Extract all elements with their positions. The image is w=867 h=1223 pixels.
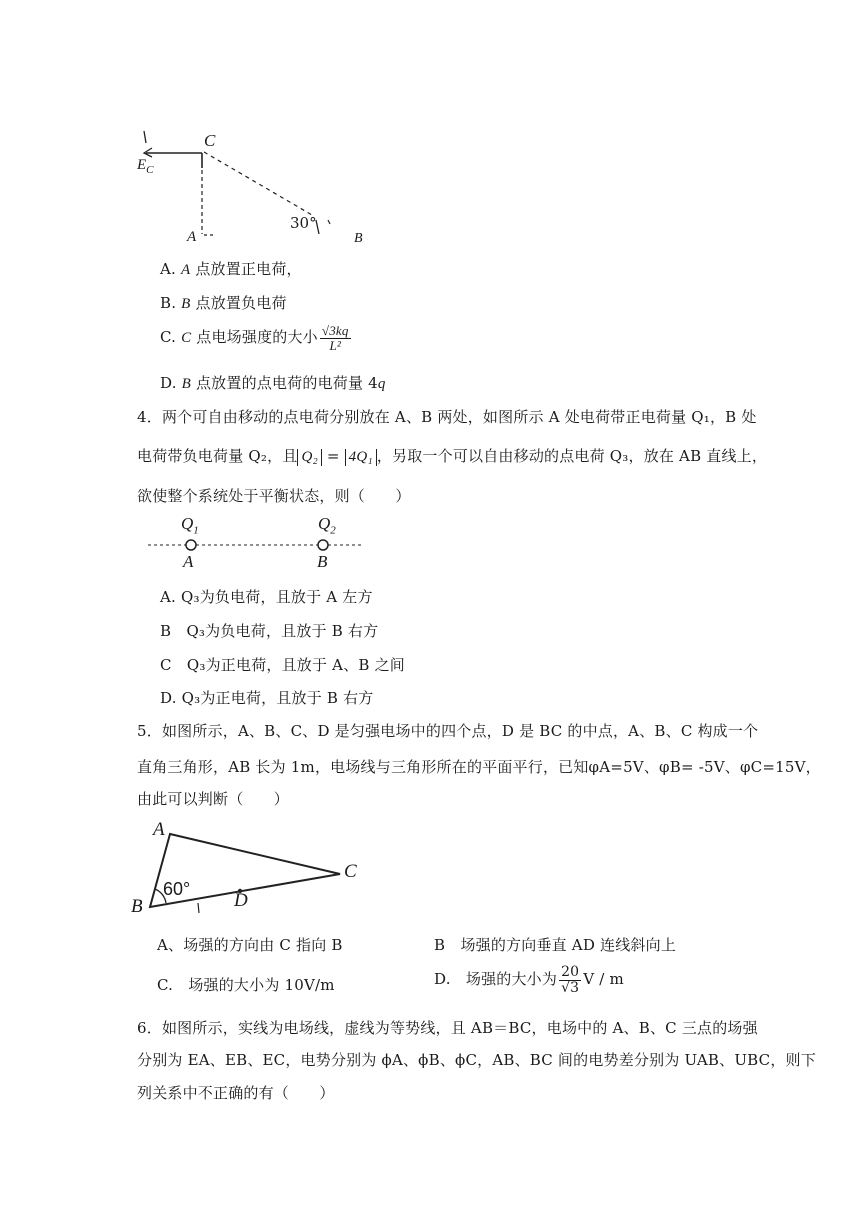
q3-option-b[interactable]: B. B 点放置负电荷 xyxy=(160,294,287,312)
q6-stem-line3: 列关系中不正确的有（ ） xyxy=(137,1084,335,1102)
q3-option-d[interactable]: D. B 点放置的点电荷的电荷量 4q xyxy=(160,374,386,392)
q5-stem-line3: 由此可以判断（ ） xyxy=(137,790,290,808)
q5-fig-d: D xyxy=(234,890,248,911)
q5-fig-a: A xyxy=(153,819,165,840)
fig3-angle-label: 30° xyxy=(290,214,317,232)
q4-stem-line2: 电荷带负电荷量 Q₂，且 Q₂ = 4Q₁ ，另取一个可以自由移动的点电荷 Q₃，放在 AB 直线上， xyxy=(137,447,768,465)
q5-d-fraction: $\frac{20}{√3}$ xyxy=(561,964,580,996)
fig3-label-c: C xyxy=(204,131,216,150)
q5-option-a[interactable]: A、场强的方向由 C 指向 B xyxy=(157,936,343,954)
q5-option-c[interactable]: C. 场强的大小为 10V/m xyxy=(157,976,335,994)
q4-fig-q1: $Q_1$ xyxy=(181,514,199,537)
q5-option-d[interactable]: D. 场强的大小为 $\frac{20}{√3}$ V / m xyxy=(434,964,624,996)
fig3-label-e: $E_C$ xyxy=(137,157,154,176)
q4-fig-b: B xyxy=(317,552,328,571)
q4-option-c[interactable]: C Q₃为正电荷，且放于 A、B 之间 xyxy=(160,656,405,674)
q4-abs-right: 4Q₁ xyxy=(345,449,377,466)
q4-fig-q2: $Q_2$ xyxy=(318,514,336,537)
q4-option-b[interactable]: B Q₃为负电荷，且放于 B 右方 xyxy=(160,622,379,640)
q4-option-d[interactable]: D. Q₃为正电荷，且放于 B 右方 xyxy=(160,689,374,707)
q3-option-c[interactable]: C. C 点电场强度的大小 $\frac{√3kq}{\text{L²}}$ xyxy=(160,323,349,353)
q3-option-a[interactable]: A. A 点放置正电荷， xyxy=(160,260,302,278)
q4-stem-line1: 4．两个可自由移动的点电荷分别放在 A、B 两处，如图所示 A 处电荷带正电荷量 Q₁，B 处 xyxy=(137,408,757,426)
q3-c-fraction: $\frac{√3kq}{\text{L²}}$ xyxy=(321,323,349,353)
q6-stem-line1: 6．如图所示，实线为电场线，虚线为等势线，且 AB＝BC，电场中的 A、B、C 三点的场强 xyxy=(137,1019,758,1037)
q6-stem-line2: 分别为 EA、EB、EC，电势分别为 ϕA、ϕB、ϕC，AB、BC 间的电势差分别为 UAB、UBC，则下 xyxy=(137,1051,816,1069)
fig3-label-b: B xyxy=(354,231,363,246)
q5-stem-line2: 直角三角形，AB 长为 1m，电场线与三角形所在的平面平行，已知φA=5V、φB= -5V、φC=15V， xyxy=(137,758,821,776)
q4-option-a[interactable]: A. Q₃为负电荷，且放于 A 左方 xyxy=(160,588,373,606)
fig3-label-a: A xyxy=(187,229,197,245)
q4-stem-line3: 欲使整个系统处于平衡状态，则（ ） xyxy=(137,487,411,505)
q4-fig-a: A xyxy=(183,552,194,571)
q5-fig-b: B xyxy=(131,896,143,917)
q5-tick xyxy=(198,903,199,913)
q5-stem-line1: 5．如图所示，A、B、C、D 是匀强电场中的四个点，D 是 BC 的中点，A、B、C 构成一个 xyxy=(137,722,759,740)
q5-fig-c: C xyxy=(344,861,357,882)
q5-option-b[interactable]: B 场强的方向垂直 AD 连线斜向上 xyxy=(434,936,677,954)
q5-fig-angle: 60° xyxy=(163,879,191,899)
q4-abs-left: Q₂ xyxy=(297,449,321,466)
